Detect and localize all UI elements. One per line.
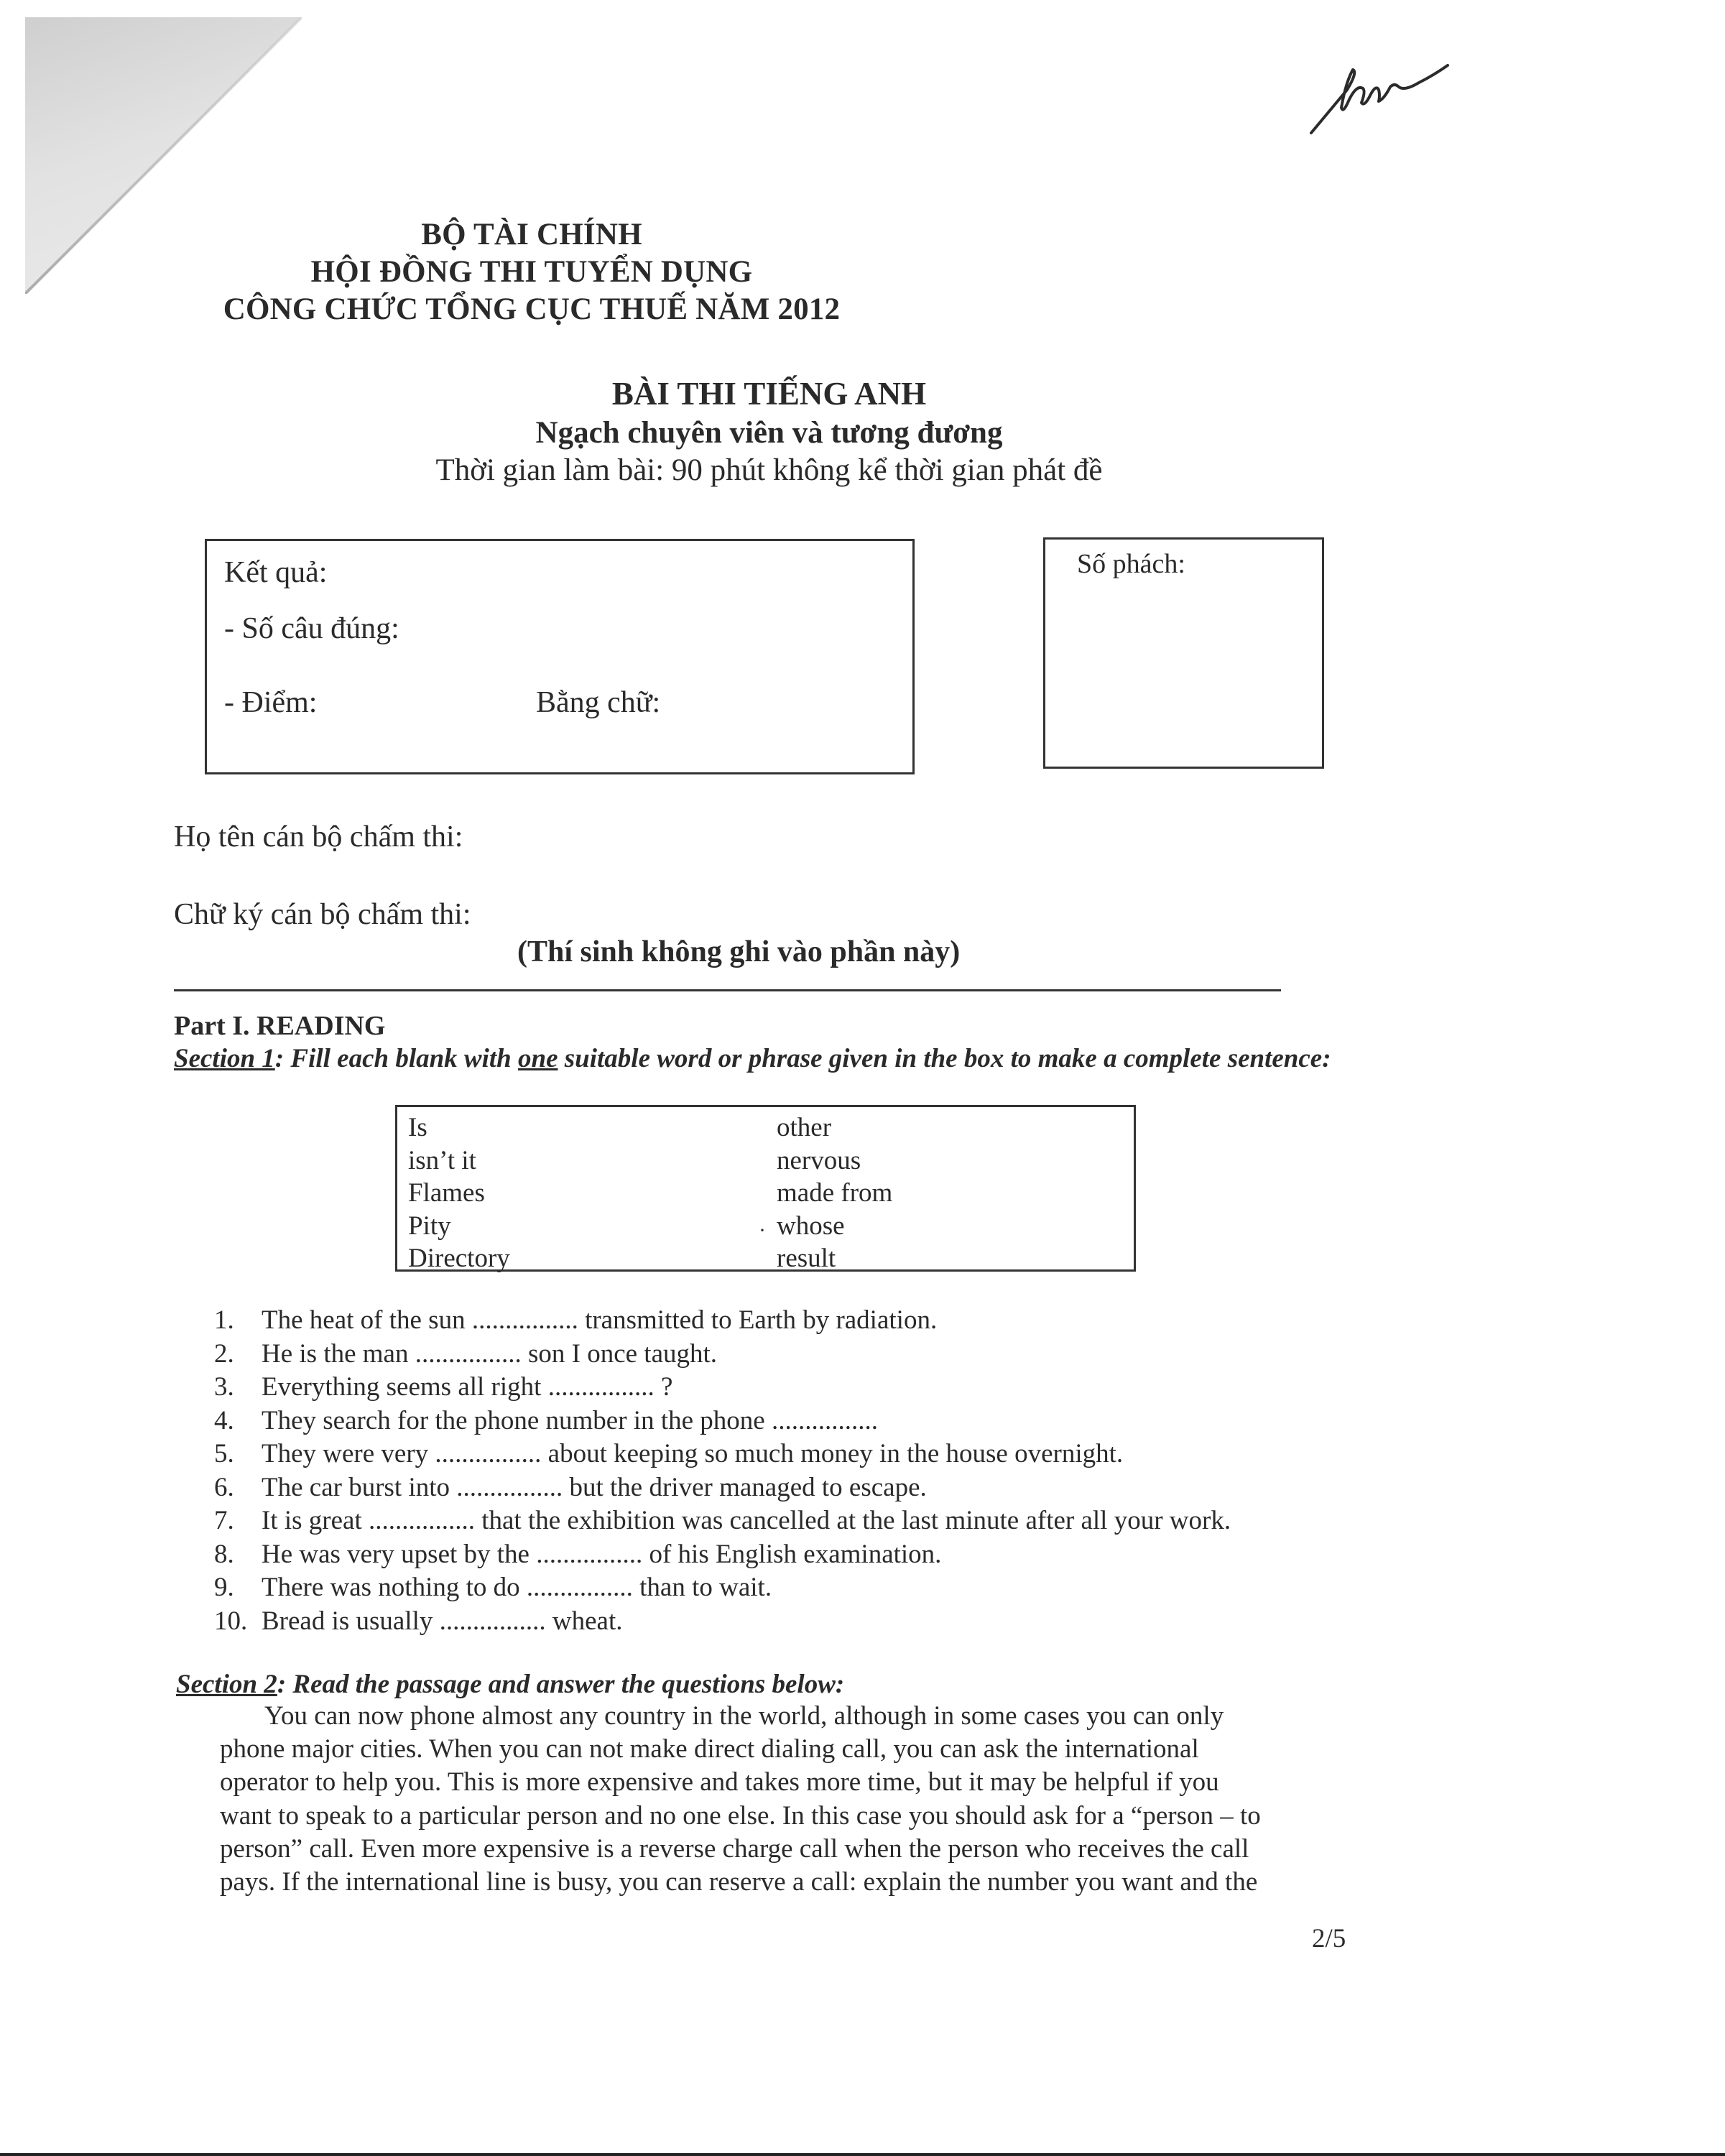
word-option: made from	[777, 1178, 893, 1208]
passage-line: person” call. Even more expensive is a reverse charge call when the person who receives the call	[220, 1833, 1249, 1864]
result-title: Kết quả:	[224, 556, 328, 589]
org-council: HỘI ĐỒNG THI TUYỂN DỤNG	[310, 255, 753, 289]
word-option: Pity	[408, 1211, 451, 1241]
result-box	[205, 539, 915, 774]
passage-line: want to speak to a particular person and no one else. In this case you should ask for a “person – to	[220, 1800, 1261, 1831]
question-item	[214, 1405, 1364, 1438]
word-option: nervous	[777, 1145, 861, 1175]
section-1-text-before: : Fill each blank with	[274, 1044, 518, 1073]
word-option: other	[777, 1113, 832, 1142]
question-item	[214, 1538, 1364, 1572]
scan-speck: ·	[759, 1218, 766, 1242]
code-number-label: Số phách:	[1077, 549, 1185, 579]
word-box-left-column	[408, 1111, 510, 1275]
question-item	[214, 1371, 1364, 1405]
question-number: 2.	[214, 1338, 234, 1369]
question-list	[214, 1304, 1364, 1638]
question-item	[214, 1438, 1364, 1471]
passage-line: phone major cities. When you can not make direct dialing call, you can ask the international	[220, 1734, 1199, 1764]
question-number: 9.	[214, 1573, 234, 1602]
section-1-label: Section 1	[174, 1044, 275, 1073]
word-option: isn’t it	[408, 1145, 476, 1175]
question-item	[214, 1605, 1364, 1639]
question-text: He was very upset by the ................ of his English examination.	[262, 1539, 942, 1569]
question-number: 1.	[214, 1305, 234, 1335]
passage-line: operator to help you. This is more expensive and takes more time, but it may be helpful if you	[220, 1767, 1219, 1798]
word-option: Directory	[408, 1244, 510, 1273]
section-2-label: Section 2	[176, 1670, 277, 1699]
question-text: Everything seems all right ................ ?	[262, 1372, 673, 1402]
question-text: The car burst into ................ but the driver managed to escape.	[262, 1472, 927, 1502]
org-ministry: BỘ TÀI CHÍNH	[421, 218, 642, 251]
question-number: 10.	[214, 1606, 248, 1636]
exam-time: Thời gian làm bài: 90 phút không kể thời gian phát đề	[435, 453, 1103, 487]
question-number: 5.	[214, 1439, 234, 1468]
section-1-text-after: suitable word or phrase given in the box to make a complete sentence:	[558, 1044, 1331, 1073]
question-item	[214, 1338, 1364, 1371]
question-text: He is the man ................ son I once taught.	[262, 1338, 718, 1369]
exam-title: BÀI THI TIẾNG ANH	[611, 376, 927, 412]
section-2-instruction	[176, 1668, 844, 1701]
grader-name-label: Họ tên cán bộ chấm thi:	[174, 820, 463, 853]
question-text: It is great ................ that the exhibition was cancelled at the last minute after all your work.	[262, 1506, 1231, 1535]
question-text: They were very ................ about keeping so much money in the house overnight.	[262, 1439, 1124, 1468]
question-item	[214, 1304, 1364, 1338]
section-1-instruction	[174, 1042, 1352, 1075]
question-text: They search for the phone number in the phone ................	[262, 1405, 878, 1435]
exam-subtitle: Ngạch chuyên viên và tương đương	[535, 416, 1003, 450]
word-option: whose	[777, 1211, 845, 1241]
word-box	[395, 1105, 1136, 1272]
question-number: 8.	[214, 1539, 234, 1569]
question-number: 7.	[214, 1506, 234, 1535]
scan-bottom-edge	[0, 2153, 1725, 2156]
handwritten-signature	[1304, 40, 1455, 144]
reading-passage	[220, 1700, 1369, 1899]
section-2-text: : Read the passage and answer the questions below:	[277, 1670, 845, 1699]
grader-signature-label: Chữ ký cán bộ chấm thi:	[174, 898, 471, 931]
page-number: 2/5	[1312, 1924, 1346, 1953]
word-option: Is	[408, 1113, 427, 1142]
question-text: The heat of the sun ................ transmitted to Earth by radiation.	[262, 1305, 938, 1335]
question-item	[214, 1471, 1364, 1505]
word-box-right-column	[777, 1111, 892, 1275]
question-number: 3.	[214, 1372, 234, 1402]
question-text: Bread is usually ................ wheat.	[262, 1606, 623, 1636]
passage-line: You can now phone almost any country in the world, although in some cases you can only	[264, 1701, 1224, 1731]
word-option: Flames	[408, 1178, 485, 1208]
horizontal-divider	[174, 989, 1281, 991]
score-label: - Điểm:	[224, 686, 318, 719]
candidate-note: (Thí sinh không ghi vào phần này)	[517, 935, 961, 968]
word-option: result	[777, 1244, 836, 1273]
code-number-box	[1043, 537, 1324, 769]
correct-count-label: - Số câu đúng:	[224, 612, 399, 645]
section-1-emphasis: one	[518, 1044, 558, 1073]
question-item	[214, 1504, 1364, 1538]
question-number: 4.	[214, 1405, 234, 1435]
score-in-words-label: Bằng chữ:	[536, 686, 661, 719]
question-item	[214, 1571, 1364, 1605]
org-department-year: CÔNG CHỨC TỔNG CỤC THUẾ NĂM 2012	[223, 292, 841, 326]
question-number: 6.	[214, 1472, 234, 1502]
part-title: Part I. READING	[174, 1011, 386, 1041]
passage-line: pays. If the international line is busy, you can reserve a call: explain the number you want and the	[220, 1867, 1258, 1897]
question-text: There was nothing to do ................ than to wait.	[262, 1573, 772, 1602]
